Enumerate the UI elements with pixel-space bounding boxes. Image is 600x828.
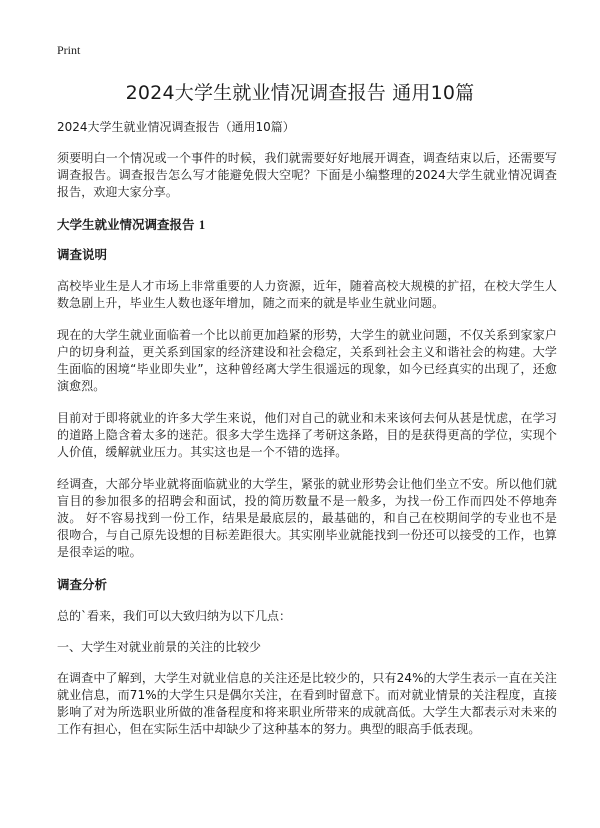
analysis-lead: 总的`看来，我们可以大致归纳为以下几点： — [57, 609, 292, 623]
report-heading-text: 大学生就业情况调查报告 — [57, 217, 195, 232]
paragraph: 目前对于即将就业的许多大学生来说，他们对自己的就业和未来该何去何从甚是忧虑，在学习的道路上隐含着太多的迷茫。很多大学生选择了考研这条路，目的是获得更高的学位，实现个人价值，缓解就业压力。其实这也是一个不错的选择。 — [57, 411, 557, 459]
paragraph: 高校毕业生是人才市场上非常重要的人力资源，近年，随着高校大规模的扩招，在校大学生人数急剧上升，毕业生人数也逐年增加，随之而来的就是毕业生就业问题。 — [57, 279, 557, 310]
paragraph: 在调查中了解到，大学生对就业信息的关注还是比较少的，只有24%的大学生表示一直在关注就业信息，而71%的大学生只是偶尔关注，在看到时留意下。而对就业情景的关注程度，直接影响了对为所选职业所做的准备程度和将来职业所带来的成就高低。大学生大都表示对未来的工作有担心，但在实际生活中却缺少了这种基本的努力。典型的眼高手低表现。 — [57, 671, 557, 736]
point-heading: 一、大学生对就业前景的关注的比较少 — [57, 640, 262, 654]
paragraph: 现在的大学生就业面临着一个比以前更加趋紧的形势，大学生的就业问题，不仅关系到家家户户的切身利益，更关系到国家的经济建设和社会稳定，关系到社会主义和谐社会的构建。大学生面临的困境“毕业即失业”，这种曾经离大学生很遥远的现象，如今已经真实的出现了，还愈演愈烈。 — [57, 328, 557, 393]
print-link[interactable]: Print — [57, 43, 81, 57]
report-heading-number: 1 — [198, 218, 206, 232]
section-heading-analysis: 调查分析 — [57, 577, 108, 592]
document-subtitle: 2024大学生就业情况调查报告（通用10篇） — [57, 120, 295, 134]
document-title: 2024大学生就业情况调查报告 通用10篇 — [125, 82, 475, 104]
paragraph: 经调查，大部分毕业就将面临就业的大学生，紧张的就业形势会让他们坐立不安。所以他们就盲目的参加很多的招聘会和面试，投的简历数量不是一般多，为找一份工作而四处不停地奔波。 好不容易找到一份工作，结果是最底层的，最基础的，和自己在校期间学的专业也不是很吻合，与自己原先设想的目标差距很大。其实刚毕业就能找到一份还可以接受的工作，也算是很幸运的啦。 — [57, 477, 557, 559]
document-body — [57, 119, 557, 753]
report-heading — [57, 216, 557, 234]
section-heading-explanation: 调查说明 — [57, 247, 108, 262]
intro-paragraph: 须要明白一个情况或一个事件的时候，我们就需要好好地展开调查，调查结束以后，还需要写调查报告。调查报告怎么写才能避免假大空呢？下面是小编整理的2024大学生就业情况调查报告，欢迎大家分享。 — [57, 151, 557, 199]
